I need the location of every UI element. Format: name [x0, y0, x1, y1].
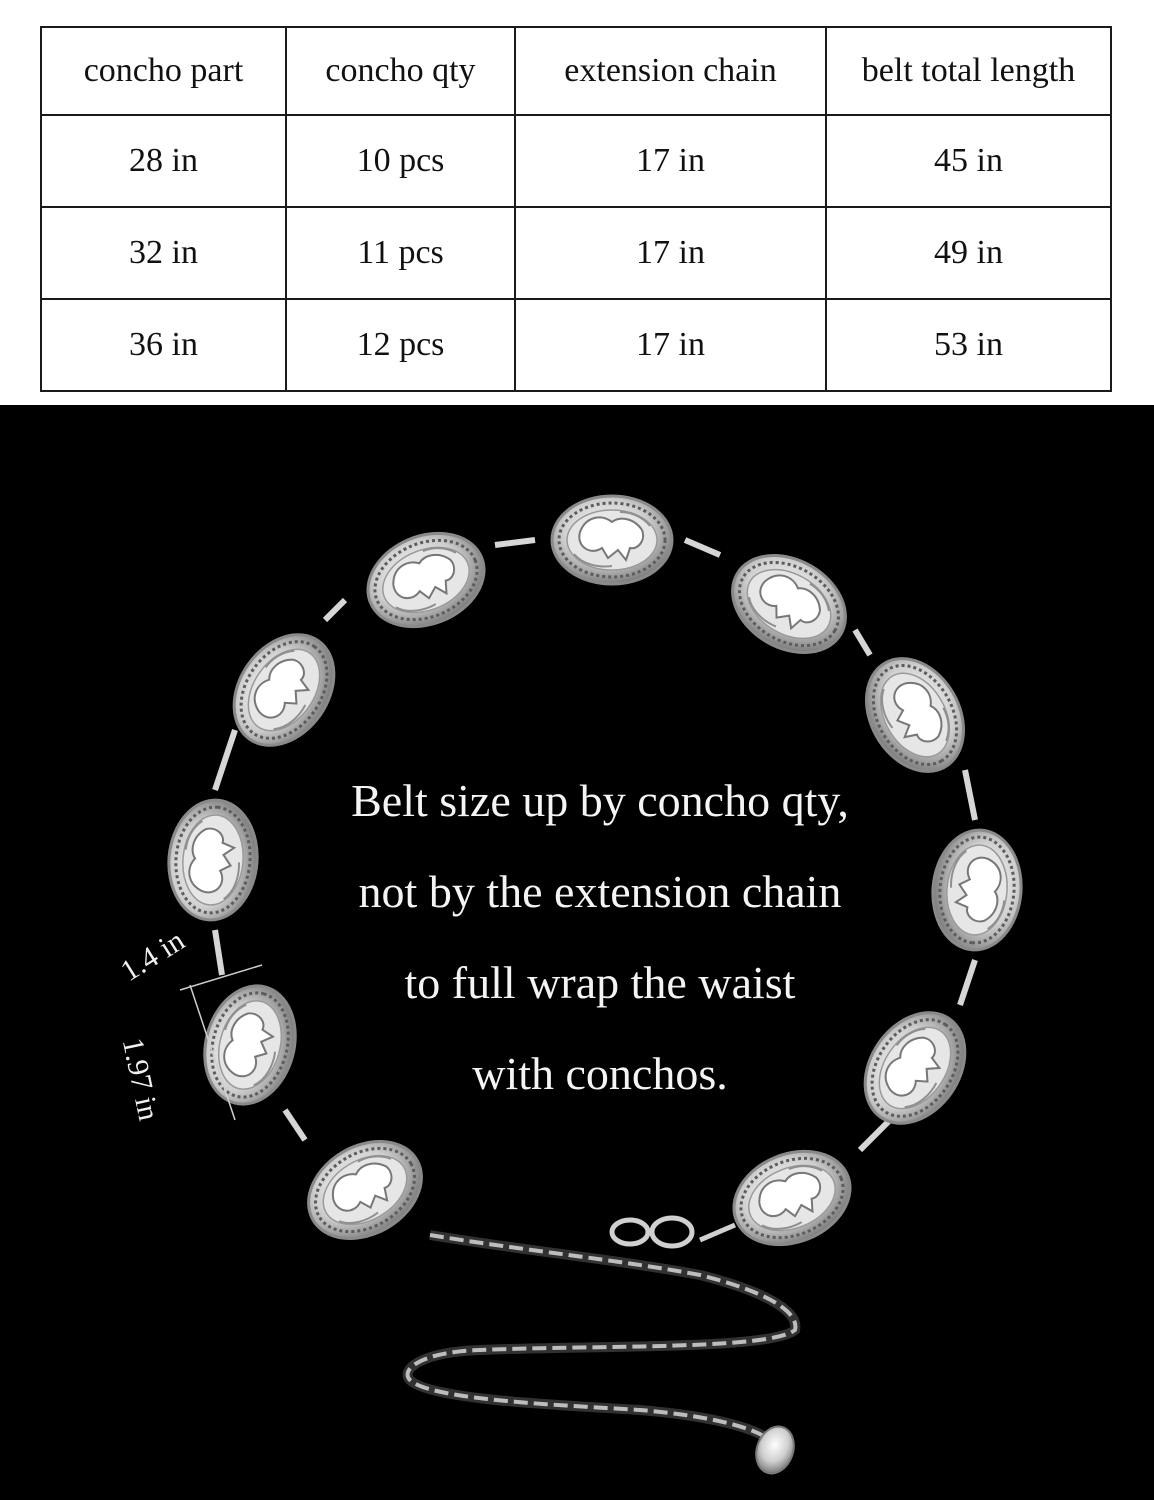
concho-medallion — [720, 1135, 864, 1262]
promo-line: Belt size up by concho qty, — [351, 775, 849, 826]
cell-concho-part: 28 in — [41, 115, 286, 207]
size-chart-panel — [0, 0, 1154, 405]
extension-chain — [408, 1235, 796, 1440]
concho-medallion — [164, 796, 262, 923]
concho-width-label: 1.4 in — [115, 923, 191, 988]
promo-line: to full wrap the waist — [404, 957, 796, 1008]
table-row — [41, 299, 1111, 391]
header-concho-qty: concho qty — [286, 27, 515, 115]
header-concho-part: concho part — [41, 27, 286, 115]
cell-extension-chain: 17 in — [515, 207, 826, 299]
cell-belt-total-length: 45 in — [826, 115, 1111, 207]
cell-extension-chain: 17 in — [515, 299, 826, 391]
cell-concho-qty: 10 pcs — [286, 115, 515, 207]
cell-concho-part: 36 in — [41, 299, 286, 391]
concho-medallion — [928, 826, 1026, 953]
cell-belt-total-length: 49 in — [826, 207, 1111, 299]
cell-belt-total-length: 53 in — [826, 299, 1111, 391]
header-extension-chain: extension chain — [515, 27, 826, 115]
promo-message — [290, 755, 910, 1119]
table-row — [41, 115, 1111, 207]
lobster-clasp — [612, 1218, 735, 1246]
cell-concho-qty: 12 pcs — [286, 299, 515, 391]
cell-concho-part: 32 in — [41, 207, 286, 299]
concho-medallion — [354, 517, 498, 644]
concho-medallion — [291, 1122, 439, 1258]
concho-height-label: 1.97 in — [115, 1035, 166, 1124]
concho-medallion — [552, 496, 672, 584]
cell-concho-qty: 11 pcs — [286, 207, 515, 299]
concho-medallion — [715, 536, 863, 672]
promo-line: with conchos. — [472, 1048, 728, 1099]
concho-medallion — [214, 616, 355, 765]
promo-line: not by the extension chain — [358, 866, 842, 917]
table-header-row — [41, 27, 1111, 115]
cell-extension-chain: 17 in — [515, 115, 826, 207]
header-belt-total-length: belt total length — [826, 27, 1111, 115]
table-row — [41, 207, 1111, 299]
size-chart-table — [40, 26, 1112, 392]
